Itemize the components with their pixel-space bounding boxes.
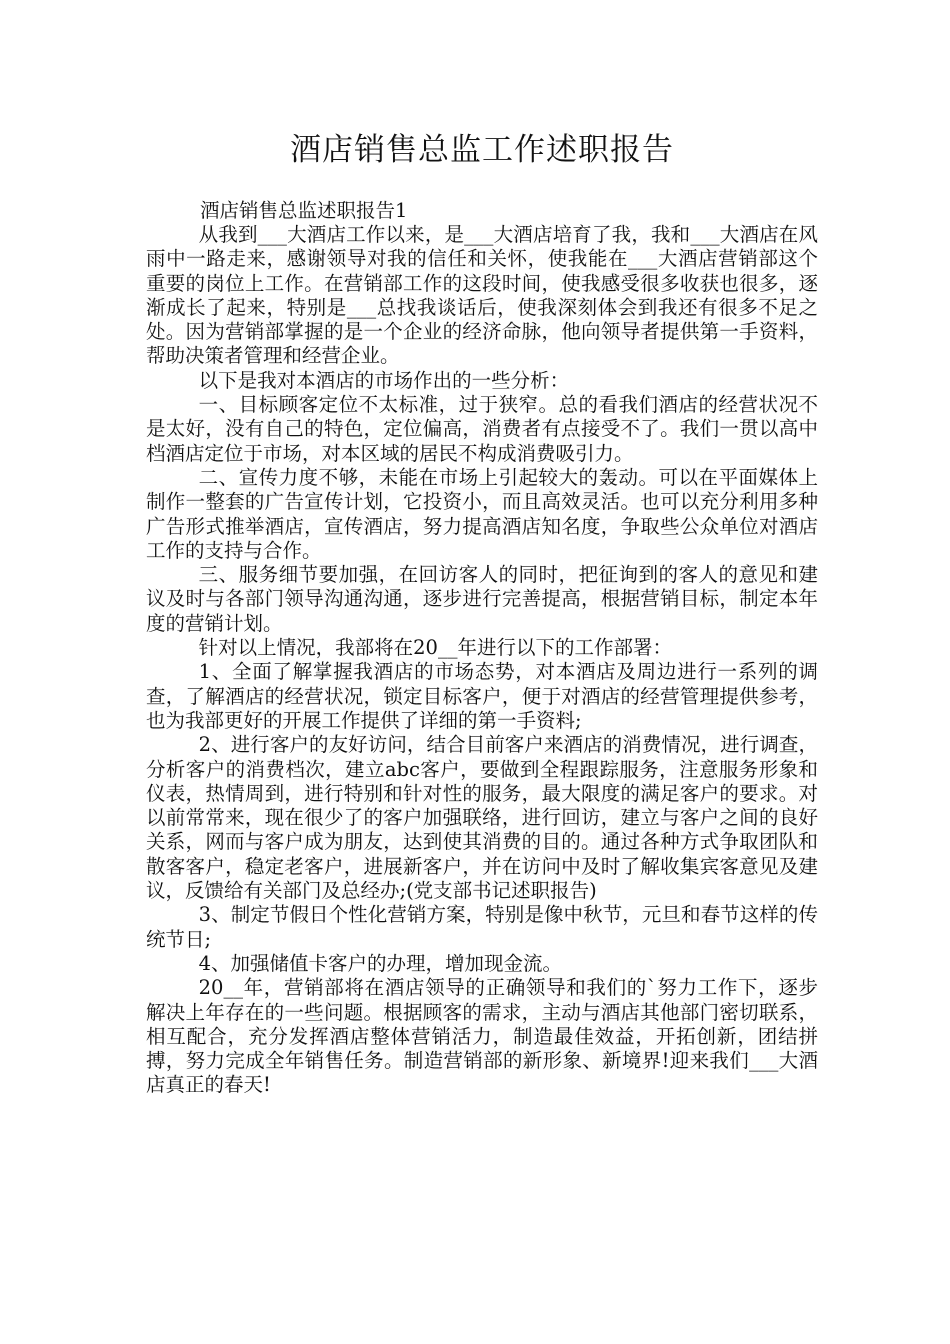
paragraph-analysis-lead: 以下是我对本酒店的市场作出的一些分析： bbox=[198, 368, 570, 392]
document-title: 酒店销售总监工作述职报告 bbox=[290, 132, 674, 168]
paragraph-plan-2: 2、进行客户的友好访问，结合目前客户来酒店的消费情况，进行调查，分析客户的消费档次，建立abc客户，要做到全程跟踪服务，注意服务形象和仪表，热情周到，进行特别和针对性的服务，最大限度的满足客户的要求。对以前常常来，现在很少了的客户加强联络，进行回访，建立与客户之间的良好关系，网而与客户成为朋友，达到使其消费的目的。通过各种方式争取团队和散客客户，稳定老客户，进展新客户，并在访问中及时了解收集宾客意见及建议，反馈给有关部门及总经办;(党支部书记述职报告) bbox=[146, 733, 818, 903]
paragraph-plan-3: 3、制定节假日个性化营销方案，特别是像中秋节，元旦和春节这样的传统节日; bbox=[146, 903, 818, 951]
paragraph-plan-lead: 针对以上情况，我部将在20__年进行以下的工作部署： bbox=[198, 636, 672, 660]
paragraph-analysis-3: 三、服务细节要加强，在回访客人的同时，把征询到的客人的意见和建议及时与各部门领导沟通沟通，逐步进行完善提高，根据营销目标，制定本年度的营销计划。 bbox=[146, 563, 818, 635]
paragraph-analysis-1: 一、目标顾客定位不太标准，过于狭窄。总的看我们酒店的经营状况不是太好，没有自己的特色，定位偏高，消费者有点接受不了。我们一贯以高中档酒店定位于市场，对本区域的居民不构成消费吸引力。 bbox=[146, 393, 818, 465]
report-subtitle: 酒店销售总监述职报告1 bbox=[200, 199, 408, 222]
paragraph-analysis-2: 二、宣传力度不够，未能在市场上引起较大的轰动。可以在平面媒体上制作一整套的广告宣传计划，它投资小，而且高效灵活。也可以充分利用多种广告形式推举酒店，宣传酒店，努力提高酒店知名度，争取些公众单位对酒店工作的支持与合作。 bbox=[146, 465, 818, 562]
paragraph-plan-1: 1、全面了解掌握我酒店的市场态势，对本酒店及周边进行一系列的调查，了解酒店的经营状况，锁定目标客户，便于对酒店的经营管理提供参考，也为我部更好的开展工作提供了详细的第一手资料; bbox=[146, 660, 818, 732]
paragraph-intro: 从我到___大酒店工作以来，是___大酒店培育了我，我和___大酒店在风雨中一路走来，感谢领导对我的信任和关怀，使我能在___大酒店营销部这个重要的岗位上工作。在营销部工作的这段时间，使我感受很多收获也很多，逐渐成长了起来，特别是___总找我谈话后，使我深刻体会到我还有很多不足之处。因为营销部掌握的是一个企业的经济命脉，他向领导者提供第一手资料，帮助决策者管理和经营企业。 bbox=[146, 223, 818, 368]
document-page bbox=[146, 128, 818, 1098]
paragraph-plan-4: 4、加强储值卡客户的办理，增加现金流。 bbox=[198, 951, 563, 975]
paragraph-conclusion: 20__年，营销部将在酒店领导的正确领导和我们的`努力工作下，逐步解决上年存在的一些问题。根据顾客的需求，主动与酒店其他部门密切联系，相互配合，充分发挥酒店整体营销活力，制造最佳效益，开拓创新，团结拼搏，努力完成全年销售任务。制造营销部的新形象、新境界!迎来我们___大酒店真正的春天! bbox=[146, 976, 818, 1097]
